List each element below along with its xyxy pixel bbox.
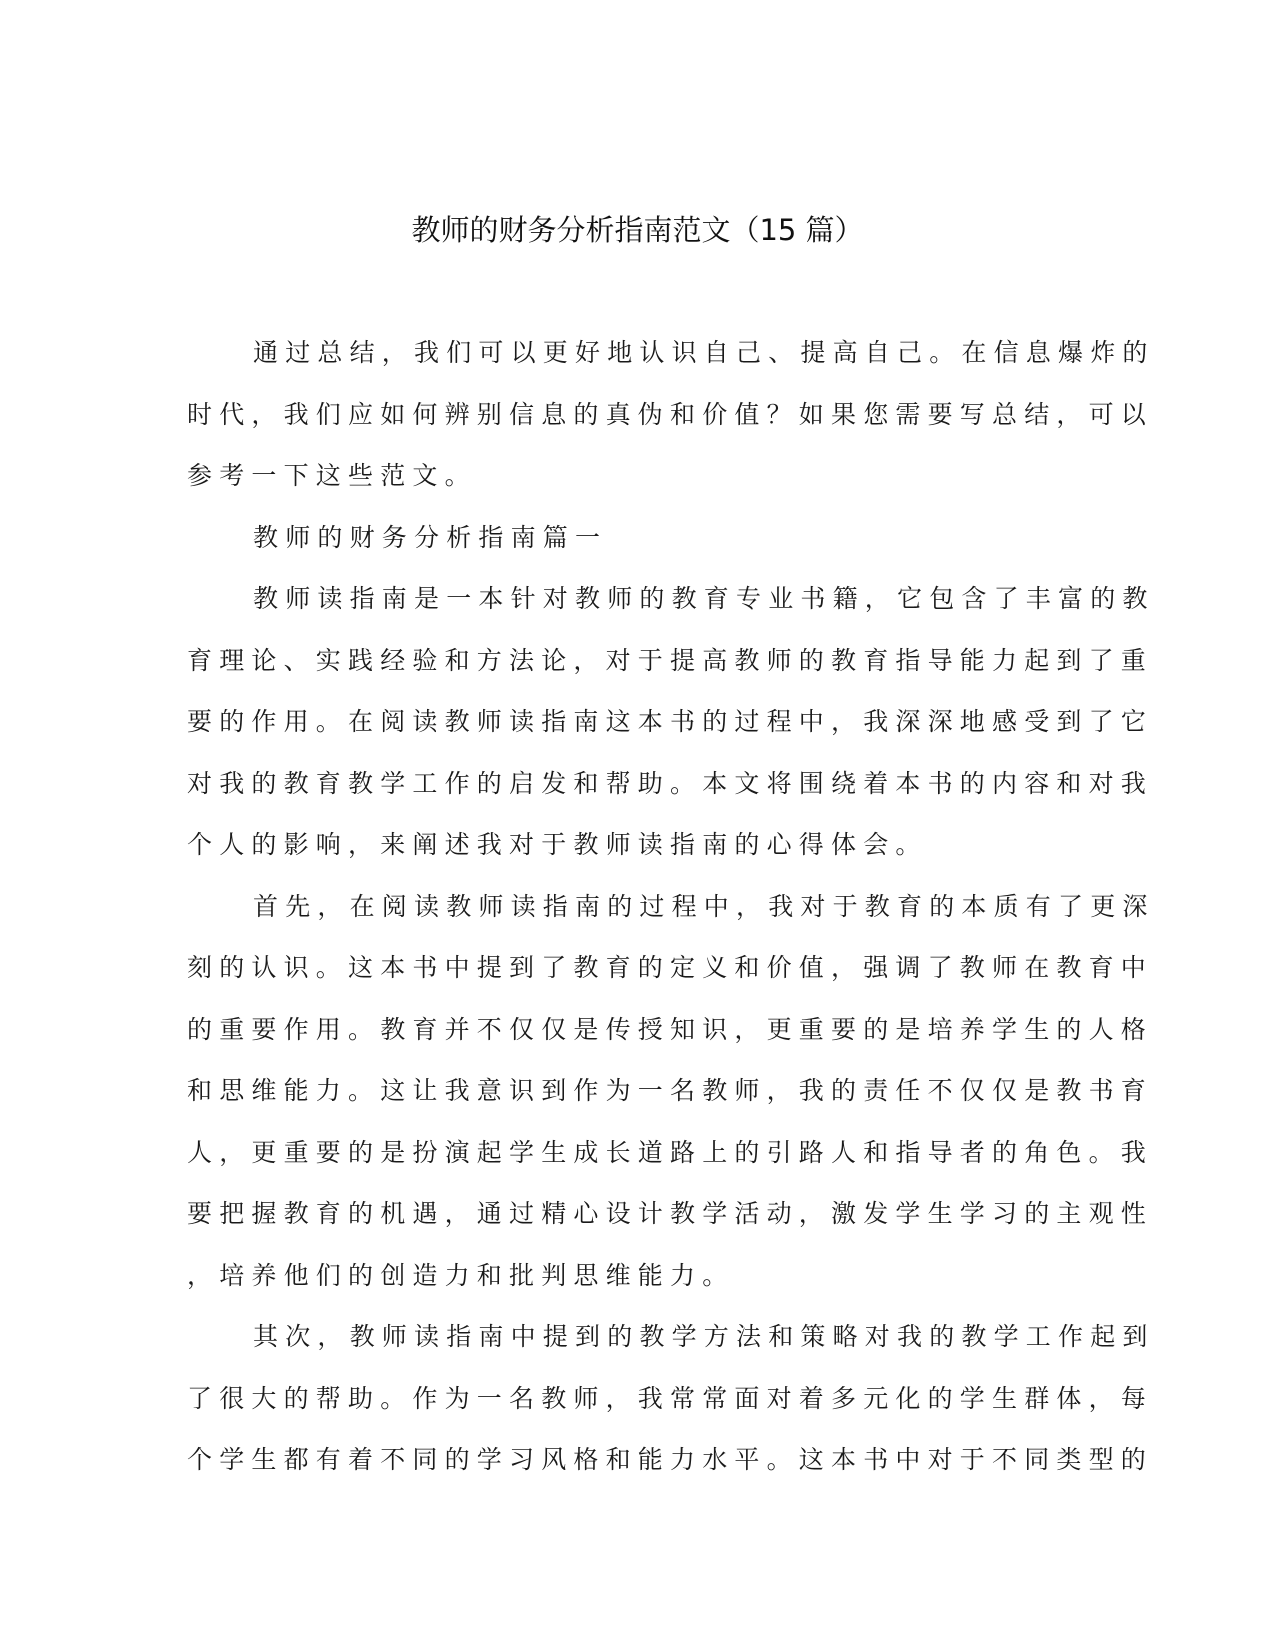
body-line: 个人的影响，来阐述我对于教师读指南的心得体会。 bbox=[187, 830, 928, 859]
body-line: 刻的认识。这本书中提到了教育的定义和价值，强调了教师在教育中 bbox=[187, 953, 1154, 982]
document-title: 教师的财务分析指南范文（15 篇） bbox=[411, 213, 864, 247]
body-line: ，培养他们的创造力和批判思维能力。 bbox=[187, 1260, 735, 1290]
document-body bbox=[187, 322, 1155, 1491]
body-line: 通过总结，我们可以更好地认识自己、提高自己。在信息爆炸的 bbox=[253, 338, 1155, 367]
body-line: 要把握教育的机遇，通过精心设计教学活动，激发学生学习的主观性 bbox=[187, 1199, 1154, 1228]
body-line: 个学生都有着不同的学习风格和能力水平。这本书中对于不同类型的 bbox=[187, 1445, 1154, 1474]
body-line: 了很大的帮助。作为一名教师，我常常面对着多元化的学生群体，每 bbox=[187, 1383, 1154, 1413]
body-line: 时代，我们应如何辨别信息的真伪和价值？如果您需要写总结，可以 bbox=[187, 399, 1154, 429]
body-line: 人，更重要的是扮演起学生成长道路上的引路人和指导者的角色。我 bbox=[187, 1137, 1154, 1167]
section-heading: 教师的财务分析指南篇一 bbox=[253, 522, 608, 552]
body-line: 其次，教师读指南中提到的教学方法和策略对我的教学工作起到 bbox=[253, 1322, 1155, 1351]
body-line: 首先，在阅读教师读指南的过程中，我对于教育的本质有了更深 bbox=[253, 891, 1155, 921]
body-line: 育理论、实践经验和方法论，对于提高教师的教育指导能力起到了重 bbox=[187, 645, 1154, 675]
body-line: 教师读指南是一本针对教师的教育专业书籍，它包含了丰富的教 bbox=[253, 584, 1155, 613]
body-line: 参考一下这些范文。 bbox=[187, 461, 477, 490]
body-line: 要的作用。在阅读教师读指南这本书的过程中，我深深地感受到了它 bbox=[187, 707, 1154, 736]
body-line: 对我的教育教学工作的启发和帮助。本文将围绕着本书的内容和对我 bbox=[187, 768, 1154, 798]
body-line: 的重要作用。教育并不仅仅是传授知识，更重要的是培养学生的人格 bbox=[187, 1014, 1154, 1044]
body-line: 和思维能力。这让我意识到作为一名教师，我的责任不仅仅是教书育 bbox=[187, 1076, 1154, 1105]
